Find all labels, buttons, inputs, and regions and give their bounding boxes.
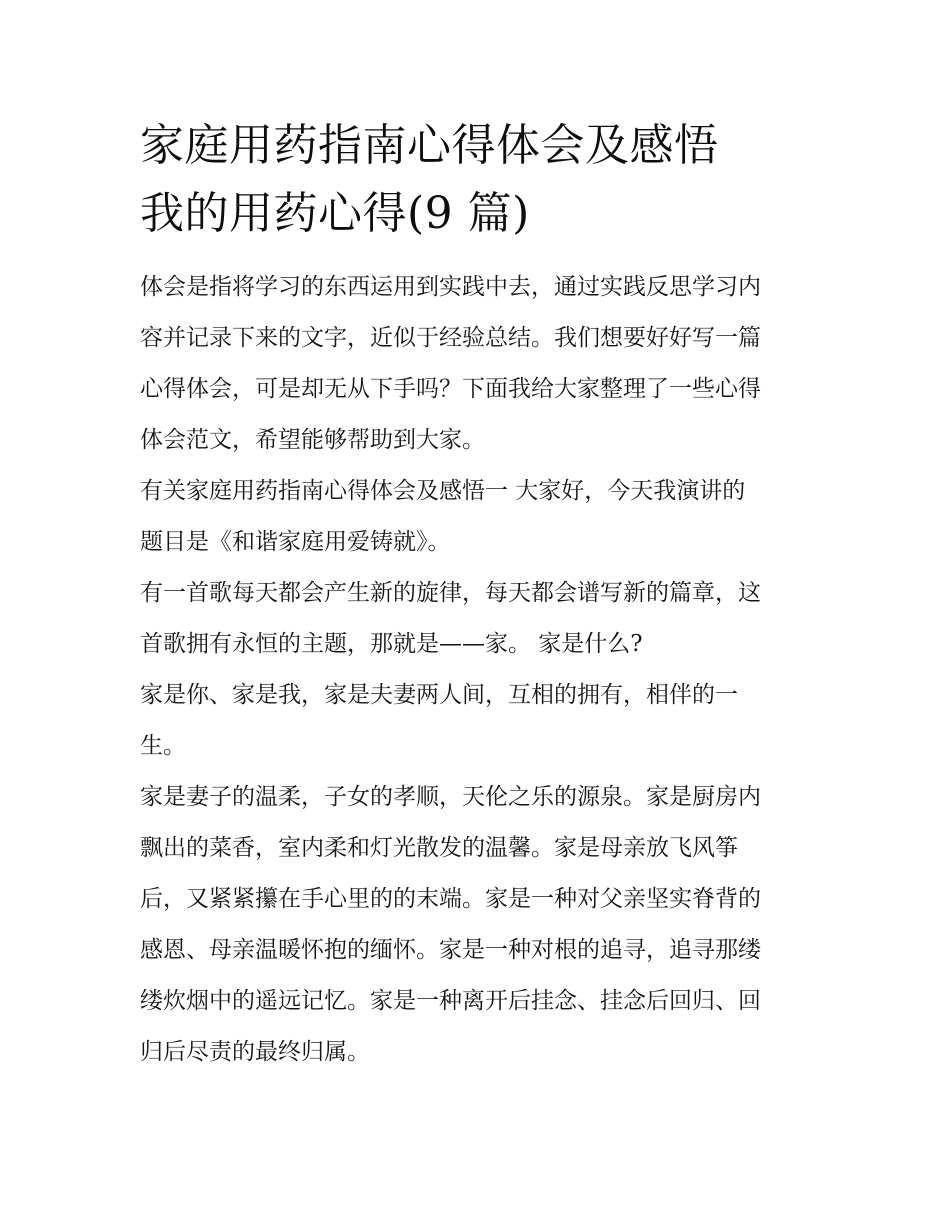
text-line: 家是妻子的温柔，子女的孝顺，天伦之乐的源泉。家是厨房内 bbox=[140, 784, 761, 810]
document-title bbox=[140, 112, 815, 248]
text-line: 首歌拥有永恒的主题，那就是——家。 家是什么? bbox=[140, 631, 643, 657]
paragraph-intro bbox=[140, 262, 815, 466]
text-line: 体会范文，希望能够帮助到大家。 bbox=[140, 427, 485, 453]
paragraph-home-you-me bbox=[140, 670, 815, 772]
text-line: 生。 bbox=[140, 733, 186, 759]
paragraph-home-meaning bbox=[140, 772, 815, 1078]
document-body bbox=[140, 262, 815, 1078]
text-line: 后，又紧紧攥在手心里的的末端。家是一种对父亲坚实脊背的 bbox=[140, 886, 761, 912]
text-line: 题目是《和谐家庭用爱铸就》。 bbox=[140, 529, 451, 555]
text-line: 心得体会，可是却无从下手吗？下面我给大家整理了一些心得 bbox=[140, 376, 761, 402]
paragraph-song bbox=[140, 568, 815, 670]
text-line: 归后尽责的最终归属。 bbox=[140, 1039, 370, 1065]
text-line: 感恩、母亲温暖怀抱的缅怀。家是一种对根的追寻，追寻那缕 bbox=[140, 937, 761, 963]
title-line: 家庭用药指南心得体会及感悟 bbox=[140, 120, 719, 171]
text-line: 体会是指将学习的东西运用到实践中去，通过实践反思学习内 bbox=[140, 274, 761, 300]
document-content bbox=[140, 112, 815, 1078]
title-line: 我的用药心得(9 篇) bbox=[140, 188, 530, 239]
paragraph-speech-opening bbox=[140, 466, 815, 568]
text-line: 容并记录下来的文字，近似于经验总结。我们想要好好写一篇 bbox=[140, 325, 761, 351]
text-line: 有关家庭用药指南心得体会及感悟一 大家好，今天我演讲的 bbox=[140, 478, 746, 504]
text-line: 有一首歌每天都会产生新的旋律，每天都会谱写新的篇章，这 bbox=[140, 580, 761, 606]
text-line: 飘出的菜香，室内柔和灯光散发的温馨。家是母亲放飞风筝 bbox=[140, 835, 738, 861]
text-line: 家是你、家是我，家是夫妻两人间，互相的拥有，相伴的一 bbox=[140, 682, 738, 708]
text-line: 缕炊烟中的遥远记忆。家是一种离开后挂念、挂念后回归、回 bbox=[140, 988, 761, 1014]
